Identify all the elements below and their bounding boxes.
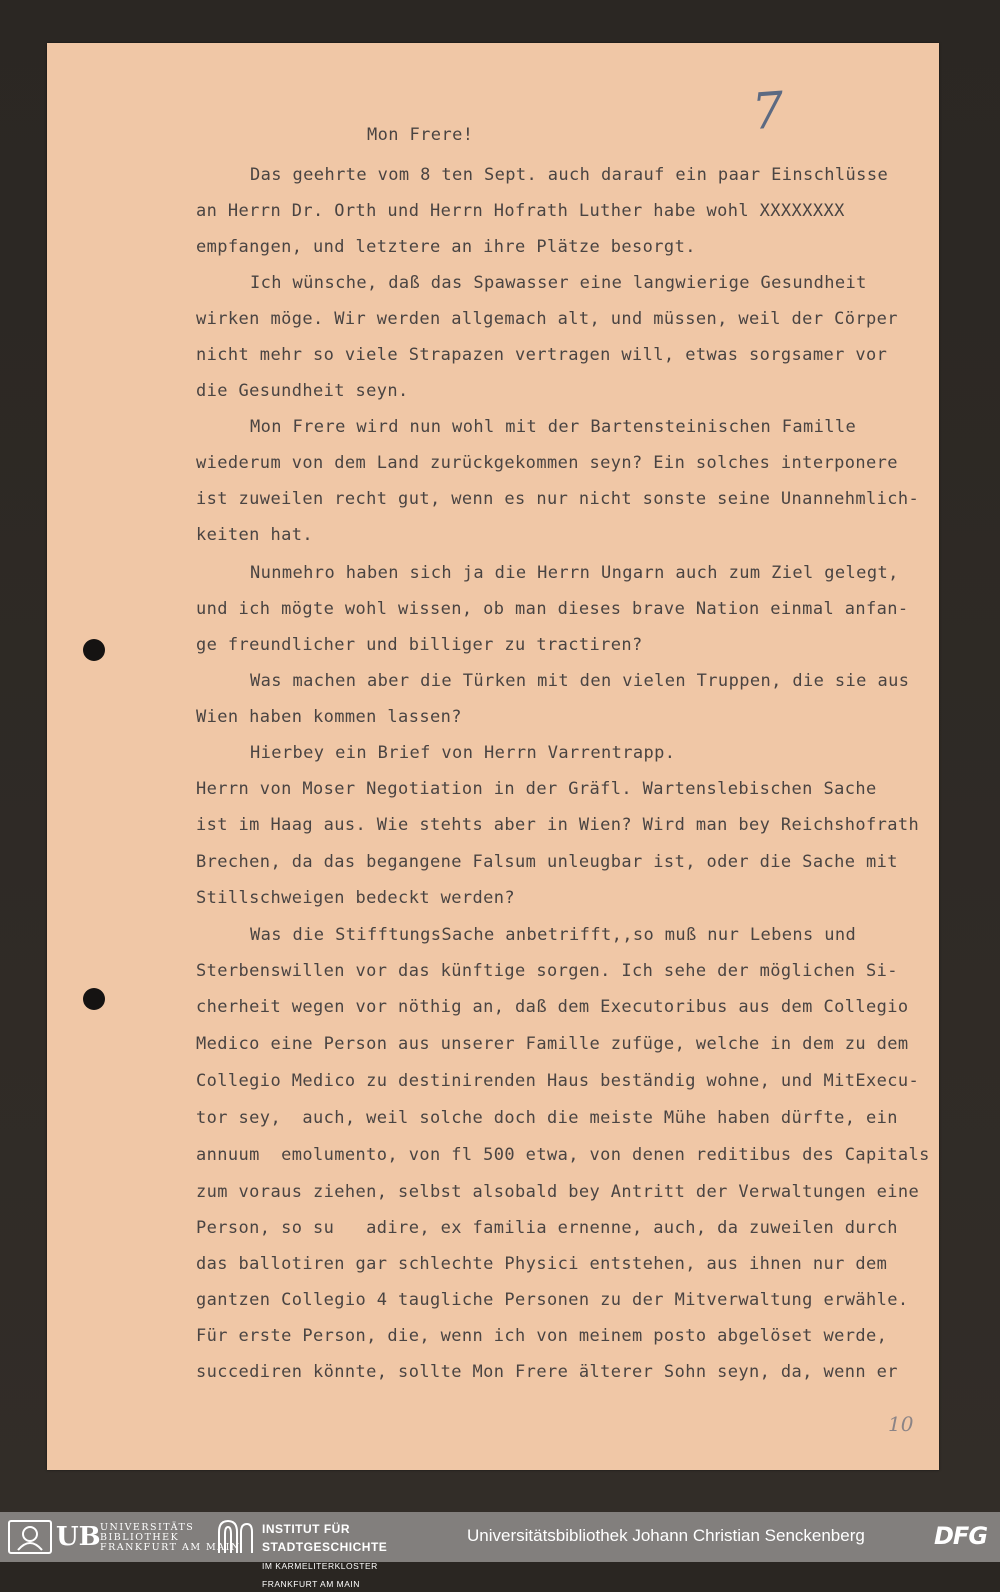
- ub-logo[interactable]: [8, 1520, 241, 1554]
- dfg-logo[interactable]: DFG: [934, 1522, 988, 1550]
- ub-line-1: UNIVERSITÄTS: [100, 1522, 195, 1533]
- ub-line-3: FRANKFURT AM MAIN: [100, 1542, 241, 1553]
- text-line: Was die StifftungsSache anbetrifft,,so muß nur Lebens und: [250, 925, 857, 945]
- text-line: gantzen Collegio 4 taugliche Personen zu der Mitverwaltung erwähle.: [196, 1290, 909, 1310]
- isg-logo[interactable]: [216, 1518, 416, 1589]
- text-line: nicht mehr so viele Strapazen vertragen will, etwas sorgsamer vor: [196, 345, 888, 365]
- ub-line-2: BIBLIOTHEK: [100, 1532, 180, 1543]
- text-line: keiten hat.: [196, 525, 313, 545]
- text-line: succediren könnte, sollte Mon Frere älterer Sohn seyn, da, wenn er: [196, 1362, 898, 1382]
- text-line: ist im Haag aus. Wie stehts aber in Wien? Wird man bey Reichshofrath: [196, 815, 920, 835]
- text-line: Das geehrte vom 8 ten Sept. auch darauf ein paar Einschlüsse: [250, 165, 889, 185]
- text-line: Brechen, da das begangene Falsum unleugbar ist, oder die Sache mit: [196, 852, 898, 872]
- text-line: das ballotiren gar schlechte Physici entstehen, aus ihnen nur dem: [196, 1254, 888, 1274]
- text-line: Mon Frere wird nun wohl mit der Bartensteinischen Famille: [250, 417, 857, 437]
- text-line: Sterbenswillen vor das künftige sorgen. Ich sehe der möglichen Si-: [196, 961, 898, 981]
- isg-line-3: IM KARMELITERKLOSTER: [262, 1561, 378, 1571]
- text-line: Wien haben kommen lassen?: [196, 707, 462, 727]
- text-line: Für erste Person, die, wenn ich von meinem posto abgelöset werde,: [196, 1326, 888, 1346]
- text-line: zum voraus ziehen, selbst alsobald bey Antritt der Verwaltungen eine: [196, 1182, 920, 1202]
- isg-line-2: STADTGESCHICHTE: [262, 1540, 388, 1554]
- folio-number: 10: [888, 1412, 914, 1436]
- text-line: Was machen aber die Türken mit den vielen Truppen, die sie aus: [250, 671, 910, 691]
- text-line: Person, so su adire, ex familia ernenne, auch, da zuweilen durch: [196, 1218, 898, 1238]
- punch-hole-upper: [83, 639, 105, 661]
- ub-letters: UB: [56, 1522, 101, 1552]
- text-line: wiederum von dem Land zurückgekommen seyn? Ein solches interponere: [196, 453, 898, 473]
- text-line: ge freundlicher und billiger zu tractiren?: [196, 635, 643, 655]
- library-title-link[interactable]: Universitätsbibliothek Johann Christian Senckenberg: [467, 1526, 865, 1545]
- text-line: und ich mögte wohl wissen, ob man dieses brave Nation einmal anfan-: [196, 599, 909, 619]
- isg-name: [262, 1520, 387, 1592]
- text-line: empfangen, und letztere an ihre Plätze besorgt.: [196, 237, 696, 257]
- text-line: Collegio Medico zu destinirenden Haus beständig wohne, und MitExecu-: [196, 1071, 920, 1091]
- text-line: cherheit wegen vor nöthig an, daß dem Executoribus aus dem Collegio: [196, 997, 909, 1017]
- handwritten-page-number: 7: [750, 80, 786, 142]
- text-line: Herrn von Moser Negotiation in der Gräfl. Wartenslebischen Sache: [196, 779, 877, 799]
- footer-bar: [0, 1512, 1000, 1589]
- text-line: annuum emolumento, von fl 500 etwa, von denen reditibus des Capitals: [196, 1145, 930, 1165]
- text-line: die Gesundheit seyn.: [196, 381, 409, 401]
- text-line: wirken möge. Wir werden allgemach alt, und müssen, weil der Cörper: [196, 309, 898, 329]
- text-line: Mon Frere!: [367, 125, 474, 145]
- text-line: Ich wünsche, daß das Spawasser eine langwierige Gesundheit: [250, 273, 867, 293]
- isg-line-1: INSTITUT FÜR: [262, 1522, 350, 1536]
- text-line: Medico eine Person aus unserer Famille zufüge, welche in dem zu dem: [196, 1034, 909, 1054]
- text-line: tor sey, auch, weil solche doch die meiste Mühe haben dürfte, ein: [196, 1108, 898, 1128]
- text-line: ist zuweilen recht gut, wenn es nur nicht sonste seine Unannehmlich-: [196, 489, 920, 509]
- ub-emblem-icon: [8, 1520, 52, 1554]
- text-line: Stillschweigen bedeckt werden?: [196, 888, 516, 908]
- isg-line-4: FRANKFURT AM MAIN: [262, 1579, 360, 1589]
- punch-hole-lower: [83, 988, 105, 1010]
- text-line: Hierbey ein Brief von Herrn Varrentrapp.: [250, 743, 676, 763]
- arch-icon: [216, 1518, 254, 1554]
- text-line: an Herrn Dr. Orth und Herrn Hofrath Luther habe wohl XXXXXXXX: [196, 201, 845, 221]
- text-line: Nunmehro haben sich ja die Herrn Ungarn auch zum Ziel gelegt,: [250, 563, 899, 583]
